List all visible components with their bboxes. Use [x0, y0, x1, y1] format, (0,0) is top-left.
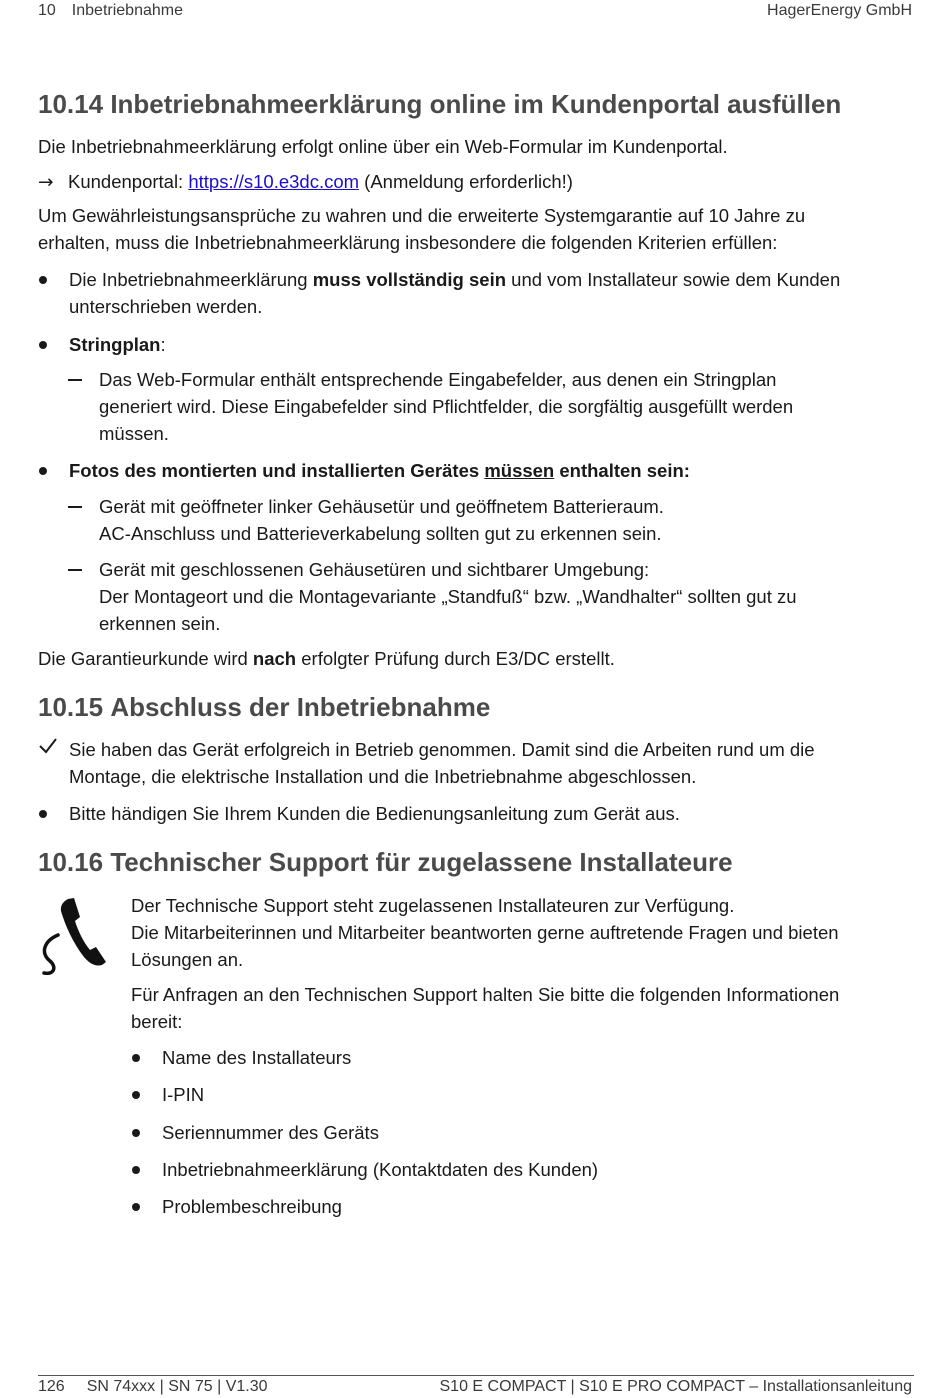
- bullet-dot: [39, 810, 47, 818]
- bullet-dot: [132, 1091, 140, 1099]
- portal-line: [38, 168, 573, 196]
- text: Fotos des montierten und installierten Gerätes: [69, 460, 485, 481]
- bullet-dot: [39, 341, 47, 349]
- text: Die Inbetriebnahmeerklärung: [69, 269, 313, 290]
- section-title: Abschluss der Inbetriebnahme: [110, 692, 491, 722]
- section-title: Technischer Support für zugelassene Installateure: [110, 847, 733, 877]
- criteria-stringplan: [69, 331, 166, 358]
- text: Lösungen an.: [131, 949, 244, 970]
- text: müssen.: [99, 423, 169, 444]
- phone-icon: [40, 895, 108, 980]
- portal-label: Kundenportal:: [68, 171, 189, 192]
- bullet-dot: [132, 1129, 140, 1137]
- footer-left: [38, 1378, 268, 1396]
- bold-text: Stringplan: [69, 334, 161, 355]
- list-item: Problembeschreibung: [162, 1196, 342, 1217]
- bullet-dot: [132, 1203, 140, 1211]
- list-item: Inbetriebnahmeerklärung (Kontaktdaten des Kunden): [162, 1159, 599, 1180]
- section-number: 10.14: [38, 89, 104, 119]
- section-number: 10.16: [38, 847, 104, 877]
- warranty-line-2: erhalten, muss die Inbetriebnahmeerklärung insbesondere die folgenden Kriterien erfüllen:: [38, 232, 778, 253]
- section-heading-10-16: [38, 847, 733, 878]
- check-icon: [38, 737, 58, 760]
- section-number: 10.15: [38, 692, 104, 722]
- warranty-paragraph: [38, 202, 805, 256]
- section-heading-10-15: [38, 692, 490, 723]
- list-item: Seriennummer des Geräts: [162, 1122, 379, 1143]
- criteria-photos: [69, 457, 690, 484]
- text: erfolgter Prüfung durch E3/DC erstellt.: [296, 648, 615, 669]
- text: Gerät mit geöffneter linker Gehäusetür und geöffnetem Batterieraum.: [99, 496, 664, 517]
- completion-statement: [69, 736, 815, 790]
- text: erkennen sein.: [99, 613, 221, 634]
- criteria-complete: [69, 266, 840, 320]
- warranty-line-1: Um Gewährleistungsansprüche zu wahren und die erweiterte Systemgarantie auf 10 Jahre zu: [38, 205, 806, 226]
- photo-closed: [99, 556, 797, 637]
- text: Gerät mit geschlossenen Gehäusetüren und sichtbarer Umgebung:: [99, 559, 650, 580]
- list-item: I-PIN: [162, 1084, 205, 1105]
- bullet-dot: [39, 276, 47, 284]
- photo-open: [99, 493, 664, 547]
- bullet-dot: [132, 1054, 140, 1062]
- page-number: 126: [38, 1378, 65, 1395]
- bold-text: muss vollständig sein: [312, 269, 507, 290]
- footer-version: SN 74xxx | SN 75 | V1.30: [86, 1378, 268, 1395]
- handover-instruction: Bitte händigen Sie Ihrem Kunden die Bedienungsanleitung zum Gerät aus.: [69, 803, 680, 824]
- support-request: [131, 981, 839, 1035]
- header-company: HagerEnergy GmbH: [767, 2, 912, 19]
- text: Montage, die elektrische Installation und die Inbetriebnahme abgeschlossen.: [69, 766, 697, 787]
- list-item: Name des Installateurs: [162, 1047, 352, 1068]
- dash-marker: [68, 506, 82, 508]
- section-title: Inbetriebnahmeerklärung online im Kundenportal ausfüllen: [110, 89, 842, 119]
- portal-link[interactable]: https://s10.e3dc.com: [188, 171, 360, 192]
- bullet-dot: [39, 467, 47, 475]
- stringplan-description: [99, 366, 793, 447]
- dash-marker: [68, 569, 82, 571]
- footer-divider: [38, 1375, 914, 1376]
- arrow-right-icon: →: [38, 172, 54, 193]
- bold-text: nach: [252, 648, 297, 669]
- dash-marker: [68, 379, 82, 381]
- text: Der Technische Support steht zugelassenen Installateuren zur Verfügung.: [131, 895, 735, 916]
- underlined-text: müssen: [484, 460, 555, 481]
- text: Die Mitarbeiterinnen und Mitarbeiter beantworten gerne auftretende Fragen und bieten: [131, 922, 839, 943]
- footer-product: S10 E COMPACT | S10 E PRO COMPACT – Installationsanleitung: [439, 1378, 912, 1395]
- text: enthalten sein:: [554, 460, 690, 481]
- support-intro: [131, 892, 839, 973]
- text: Der Montageort und die Montagevariante „Standfuß“ bzw. „Wandhalter“ sollten gut zu: [99, 586, 797, 607]
- text: und vom Installateur sowie dem Kunden: [506, 269, 841, 290]
- section-heading-10-14: [38, 89, 841, 120]
- text: bereit:: [131, 1011, 183, 1032]
- header-chapter-number: 10: [38, 2, 56, 19]
- text: unterschrieben werden.: [69, 296, 263, 317]
- header-chapter: [38, 2, 183, 20]
- header-chapter-title: Inbetriebnahme: [71, 2, 183, 19]
- guarantee-paragraph: [38, 645, 615, 672]
- bullet-dot: [132, 1166, 140, 1174]
- text: generiert wird. Diese Eingabefelder sind Pflichtfelder, die sorgfältig ausgefüllt werden: [99, 396, 794, 417]
- portal-note: (Anmeldung erforderlich!): [359, 171, 573, 192]
- text: Die Garantieurkunde wird: [38, 648, 253, 669]
- text: Für Anfragen an den Technischen Support halten Sie bitte die folgenden Informationen: [131, 984, 840, 1005]
- text: AC-Anschluss und Batterieverkabelung sollten gut zu erkennen sein.: [99, 523, 662, 544]
- text: :: [160, 334, 166, 355]
- text: Sie haben das Gerät erfolgreich in Betrieb genommen. Damit sind die Arbeiten rund um die: [69, 739, 815, 760]
- text: Das Web-Formular enthält entsprechende Eingabefelder, aus denen ein Stringplan: [99, 369, 777, 390]
- intro-paragraph: Die Inbetriebnahmeerklärung erfolgt online über ein Web-Formular im Kundenportal.: [38, 136, 728, 157]
